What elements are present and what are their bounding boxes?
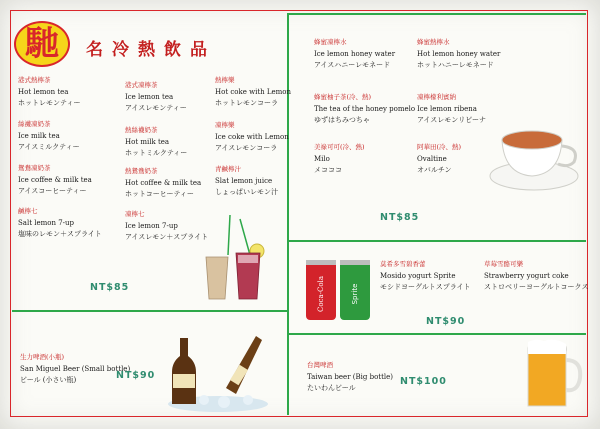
item-title: 絲襪凍奶茶 <box>18 120 51 128</box>
glass-drinks-image <box>200 215 270 305</box>
item-english: Milo <box>314 154 330 163</box>
item-english: Strawberry yogurt coke <box>484 271 569 280</box>
item-japanese: ストロベリーヨーグルトコークス <box>484 283 589 291</box>
item-title: 草莓雪酪可樂 <box>484 260 523 268</box>
item-title: 蜂蜜柚子茶(冷、熱) <box>314 93 372 101</box>
item-title: 青鹹檸汁 <box>215 165 241 173</box>
menu-item <box>417 142 461 177</box>
item-title: 熱鴛鴦奶茶 <box>125 167 158 175</box>
item-title: 蜂蜜熱檸水 <box>417 38 450 46</box>
item-english: Slat lemon juice <box>215 176 273 185</box>
item-japanese: アイスコーヒーティー <box>18 187 87 195</box>
item-japanese: アイスレモン＋スプライト <box>125 233 209 241</box>
item-japanese: オバルチン <box>417 166 452 174</box>
price-beer-small: NT$90 <box>116 370 156 381</box>
item-english: Hot lemon tea <box>18 87 69 96</box>
item-title: 鹹檸七 <box>18 207 38 215</box>
item-japanese: ホットレモンティー <box>18 99 81 107</box>
price-beer-big: NT$100 <box>400 376 447 387</box>
divider-left-lower <box>12 310 287 312</box>
item-title: 港式熱檸茶 <box>18 76 51 84</box>
item-japanese: アイスハニーレモネード <box>314 61 391 69</box>
menu-item <box>125 125 187 160</box>
menu-item <box>125 209 208 244</box>
item-japanese: ビール (小さい瓶) <box>20 376 77 384</box>
divider-right-middle <box>289 240 586 242</box>
beer-mug-image <box>522 338 584 412</box>
item-english: Ice lemon 7-up <box>125 221 178 230</box>
menu-item <box>417 37 500 72</box>
item-english: Taiwan beer (Big bottle) <box>307 372 394 381</box>
item-english: Ice milk tea <box>18 131 60 140</box>
item-japanese: ホットミルクティー <box>125 149 188 157</box>
item-japanese: アイスレモンリビーナ <box>417 116 487 124</box>
divider-vertical-main <box>287 13 289 415</box>
item-title: 蜂蜜凍檸水 <box>314 38 347 46</box>
menu-item <box>484 259 588 294</box>
svg-text:Sprite: Sprite <box>351 283 359 305</box>
item-japanese: たいわんビール <box>307 384 356 392</box>
beer-bottles-image <box>164 330 274 412</box>
item-title: 鴛鴦凍奶茶 <box>18 164 51 172</box>
menu-item <box>215 75 291 110</box>
item-title: 美祿可可(冷、熱) <box>314 143 365 151</box>
item-title: 凍檸樂 <box>215 121 235 129</box>
item-english: Mosido yogurt Sprite <box>380 271 456 280</box>
item-japanese: ホットコーヒーティー <box>125 190 194 198</box>
item-title: 港式凍檸茶 <box>125 81 158 89</box>
menu-item <box>18 206 102 241</box>
item-japanese: アイスミルクティー <box>18 143 80 151</box>
item-english: Ice coke with Lemon <box>215 132 289 141</box>
item-title: 熱檸樂 <box>215 76 235 84</box>
item-english: Ice lemon ribena <box>417 104 477 113</box>
item-english: Ice lemon tea <box>125 92 174 101</box>
menu-item <box>314 142 365 177</box>
item-japanese: アイスレモンティー <box>125 104 187 112</box>
menu-item <box>18 75 80 110</box>
item-japanese: ゆずはちみつちゃ <box>314 116 370 124</box>
teacup-image <box>488 118 586 196</box>
item-japanese: アイスレモンコーラ <box>215 144 278 152</box>
menu-item-beer-small <box>20 352 130 387</box>
item-title: 熱絲襪奶茶 <box>125 126 158 134</box>
menu-item <box>125 166 201 201</box>
item-english: Salt lemon 7-up <box>18 218 75 227</box>
item-japanese: ホットハニーレモネード <box>417 61 494 69</box>
menu-item <box>314 92 415 127</box>
menu-item-beer-big <box>307 360 393 395</box>
price-soda: NT$90 <box>426 316 466 327</box>
item-english: Ovaltine <box>417 154 447 163</box>
item-english: The tea of the honey pomelo <box>314 104 416 113</box>
item-title: 莫希多雪碧香蕾 <box>380 260 426 268</box>
menu-item <box>125 80 187 115</box>
item-english: San Miguel Beer (Small bottle) <box>20 364 131 373</box>
menu-item <box>18 119 80 154</box>
price-left: NT$85 <box>90 282 130 293</box>
soda-cans-image <box>302 256 378 324</box>
menu-item <box>18 163 92 198</box>
item-title: 台灣啤酒 <box>307 361 333 369</box>
menu-item <box>215 120 289 155</box>
item-japanese: ホットレモンコーラ <box>215 99 278 107</box>
item-english: Ice lemon honey water <box>314 49 396 58</box>
menu-item <box>417 92 486 127</box>
item-english: Ice coffee & milk tea <box>18 175 92 184</box>
item-japanese: しょっぱいレモン汁 <box>215 188 278 196</box>
menu-title: 名冷熱飲品 <box>86 40 216 60</box>
item-title: 凍檸檬利賓納 <box>417 93 456 101</box>
menu-item <box>380 259 471 294</box>
menu-item <box>314 37 395 72</box>
item-english: Hot lemon honey water <box>417 49 501 58</box>
item-japanese: モシドヨーグルトスプライト <box>380 283 471 291</box>
logo-char: 馳 <box>25 24 59 64</box>
menu-item <box>215 164 278 199</box>
item-japanese: 塩味のレモン＋スプライト <box>18 230 102 238</box>
logo-badge <box>14 21 70 67</box>
item-english: Hot coffee & milk tea <box>125 178 202 187</box>
item-title: 凍檸七 <box>125 210 145 218</box>
item-english: Hot coke with Lemon <box>215 87 292 96</box>
price-right-top: NT$85 <box>380 212 420 223</box>
svg-text:Coca-Cola: Coca-Cola <box>317 275 325 313</box>
divider-top-right <box>289 13 586 15</box>
item-english: Hot milk tea <box>125 137 170 146</box>
item-japanese: メコココ <box>314 166 342 174</box>
item-title: 生力啤酒(小瓶) <box>20 353 65 361</box>
divider-right-lower <box>289 333 586 335</box>
item-title: 阿華田(冷、熱) <box>417 143 462 151</box>
